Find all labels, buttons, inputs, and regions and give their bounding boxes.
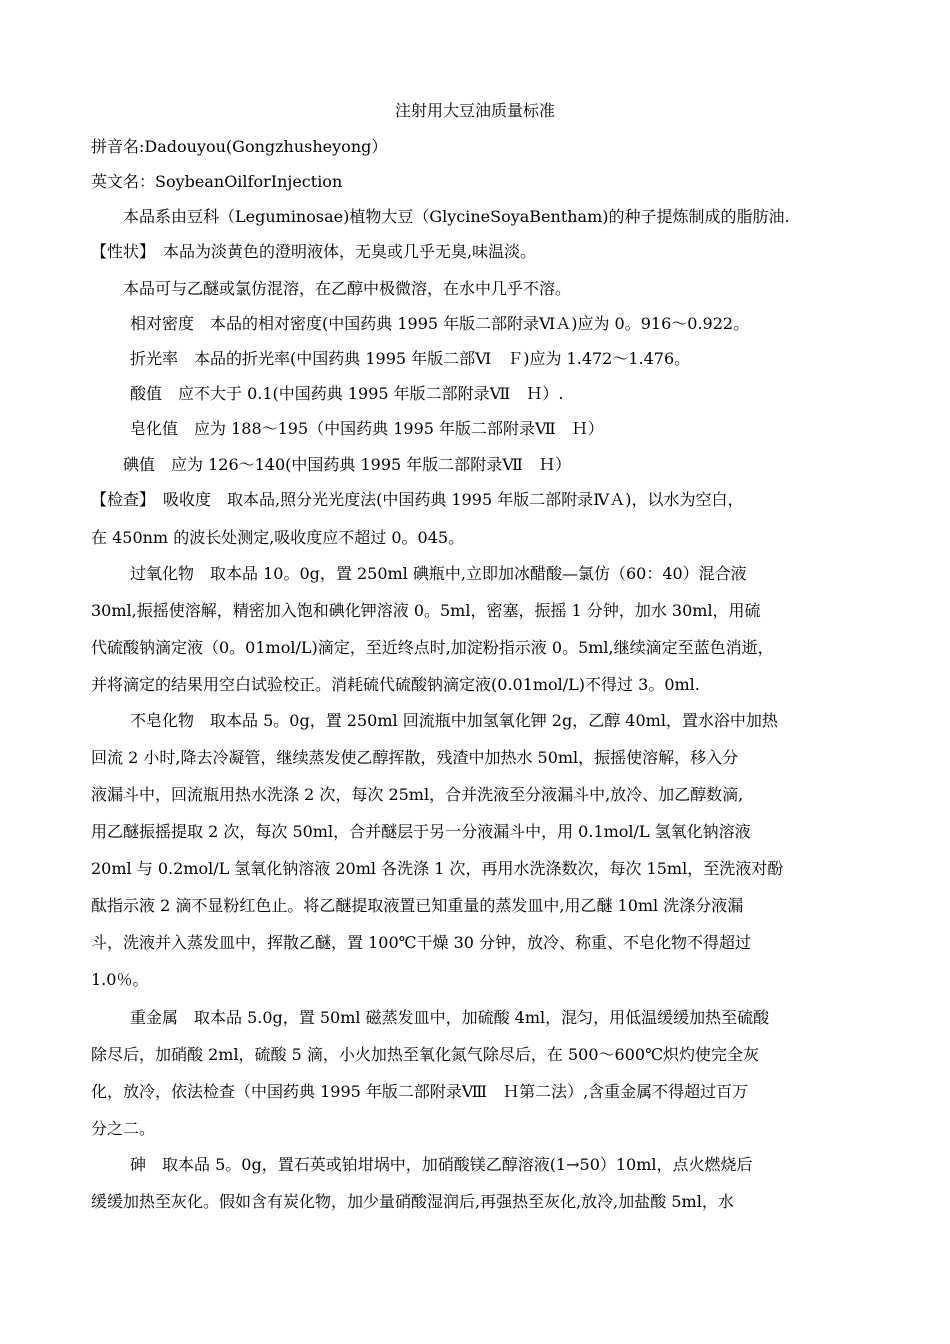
arsenic-line-1: 砷 取本品 5。0g，置石英或铂坩埚中，加硝酸镁乙醇溶液(1→50）10ml，点火燃烧后 — [130, 1155, 753, 1174]
unsaponifiable-line-2: 回流 2 小时,降去冷凝管，继续蒸发使乙醇挥散，残渣中加热水 50ml，振摇使溶解，移入分 — [91, 748, 739, 767]
unsaponifiable-line-8: 1.0％。 — [91, 970, 149, 989]
peroxide-line-3: 代硫酸钠滴定液（0。01mol/L)滴定，至近终点时,加淀粉指示液 0。5ml,继续滴定至蓝色消逝， — [91, 638, 774, 657]
english-name: 英文名：SoybeanOilforInjection — [91, 172, 343, 191]
unsaponifiable-line-6: 酞指示液 2 滴不显粉红色止。将乙醚提取液置已知重量的蒸发皿中,用乙醚 10ml 洗涤分液漏 — [91, 896, 744, 915]
iodine-item: 碘值 应为 126～140(中国药典 1995 年版二部附录Ⅶ Ｈ） — [123, 455, 571, 474]
saponification-item: 皂化值 应为 188～195（中国药典 1995 年版二部附录Ⅶ Ｈ） — [130, 419, 604, 438]
peroxide-line-1: 过氧化物 取本品 10。0g，置 250ml 碘瓶中,立即加冰醋酸—氯仿（60：40）混合液 — [130, 564, 747, 583]
section-xingzhuang: 【性状】 本品为淡黄色的澄明液体，无臭或几乎无臭,味温淡。 — [91, 242, 537, 261]
heavy-metal-line-2: 除尽后，加硝酸 2ml，硫酸 5 滴，小火加热至氧化氮气除尽后，在 500～600℃炽灼使完全灰 — [91, 1045, 759, 1064]
peroxide-line-2: 30ml,振摇使溶解，精密加入饱和碘化钾溶液 0。5ml，密塞，振摇 1 分钟，加水 30ml，用硫 — [91, 601, 761, 620]
density-item: 相对密度 本品的相对密度(中国药典 1995 年版二部附录ⅥＡ)应为 0。916～0.922。 — [130, 314, 750, 333]
heavy-metal-line-3: 化，放冷，依法检查（中国药典 1995 年版二部附录Ⅷ Ｈ第二法）,含重金属不得超过百万 — [91, 1082, 749, 1101]
pinyin-name: 拼音名:Dadouyou(Gongzhusheyong） — [91, 137, 388, 156]
solubility-text: 本品可与乙醚或氯仿混溶，在乙醇中极微溶，在水中几乎不溶。 — [123, 279, 572, 298]
intro-paragraph: 本品系由豆科（Leguminosae)植物大豆（GlycineSoyaBentham)的种子提炼制成的脂肪油. — [123, 207, 790, 226]
acid-value-item: 酸值 应不大于 0.1(中国药典 1995 年版二部附录Ⅶ Ｈ）. — [130, 384, 564, 403]
unsaponifiable-line-3: 液漏斗中，回流瓶用热水洗涤 2 次，每次 25ml，合并洗液至分液漏斗中,放冷、加乙醇数滴, — [91, 785, 744, 804]
arsenic-line-2: 缓缓加热至灰化。假如含有炭化物，加少量硝酸湿润后,再强热至灰化,放冷,加盐酸 5ml，水 — [91, 1192, 734, 1211]
peroxide-line-4: 并将滴定的结果用空白试验校正。消耗硫代硫酸钠滴定液(0.01mol/L)不得过 3。0ml. — [91, 675, 700, 694]
unsaponifiable-line-7: 斗，洗液并入蒸发皿中，挥散乙醚，置 100℃干燥 30 分钟，放冷、称重、不皂化物不得超过 — [91, 933, 752, 952]
section-jiancha-line-2: 在 450nm 的波长处测定,吸收度应不超过 0。045。 — [91, 528, 465, 547]
document-title: 注射用大豆油质量标准 — [394, 101, 555, 120]
unsaponifiable-line-4: 用乙醚振摇提取 2 次，每次 50ml，合并醚层于另一分液漏斗中，用 0.1mol/L 氢氧化钠溶液 — [91, 822, 751, 841]
unsaponifiable-line-1: 不皂化物 取本品 5。0g，置 250ml 回流瓶中加氢氧化钾 2g，乙醇 40ml，置水浴中加热 — [130, 711, 778, 730]
heavy-metal-line-4: 分之二。 — [91, 1119, 156, 1138]
section-jiancha-line-1: 【检查】 吸收度 取本品,照分光光度法(中国药典 1995 年版二部附录ⅣＡ)，以水为空白， — [91, 490, 744, 509]
heavy-metal-line-1: 重金属 取本品 5.0g，置 50ml 磁蒸发皿中，加硫酸 4ml，混匀，用低温缓缓加热至硫酸 — [130, 1008, 770, 1027]
refractive-item: 折光率 本品的折光率(中国药典 1995 年版二部Ⅵ Ｆ)应为 1.472～1.476。 — [130, 349, 691, 368]
unsaponifiable-line-5: 20ml 与 0.2mol/L 氢氧化钠溶液 20ml 各洗涤 1 次，再用水洗涤数次，每次 15ml，至洗液对酚 — [91, 859, 784, 878]
